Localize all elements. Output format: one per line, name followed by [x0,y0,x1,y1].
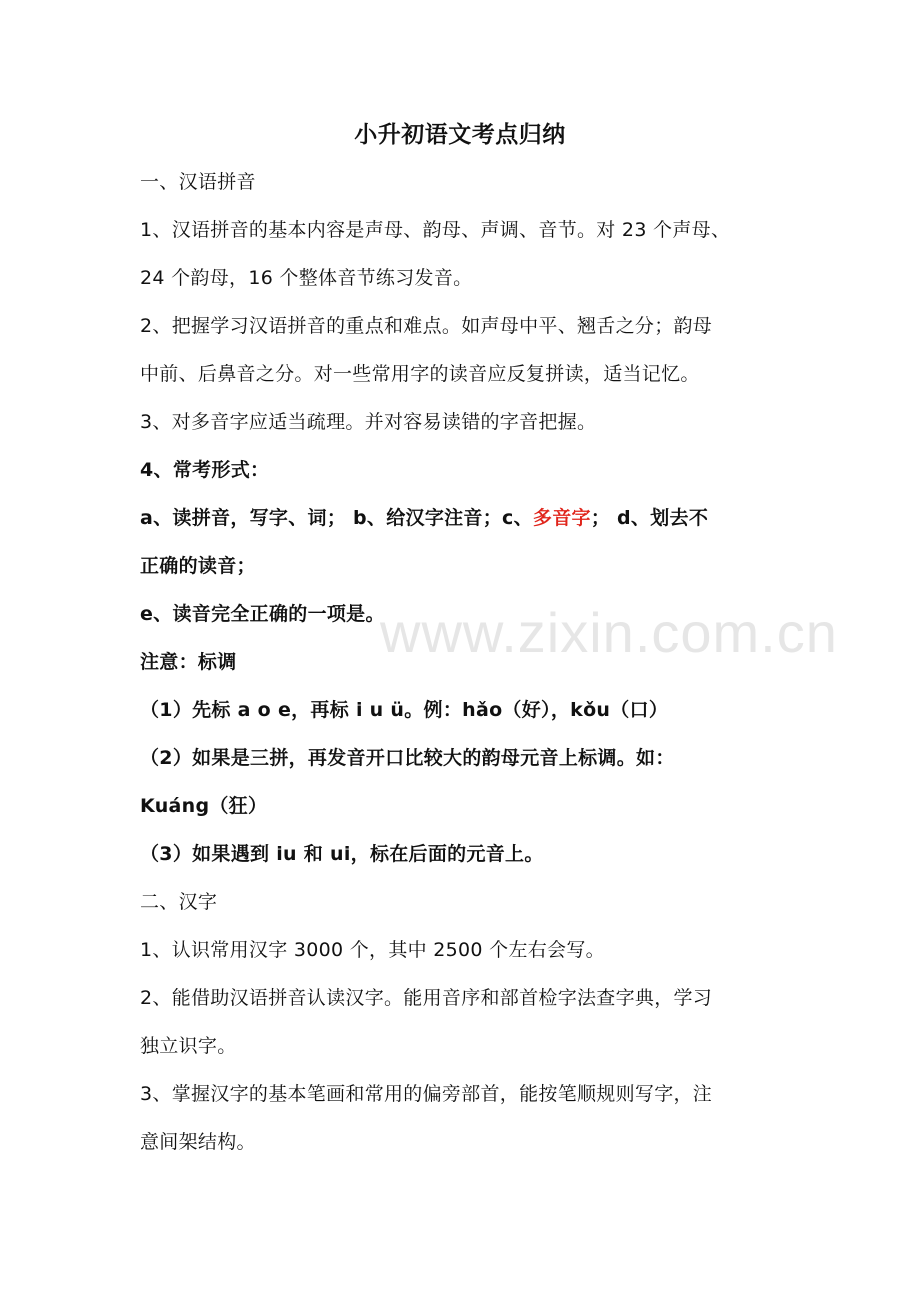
paragraph-line: 24 个韵母，16 个整体音节练习发音。 [140,267,473,289]
exam-forms-line: e、读音完全正确的一项是。 [140,603,385,625]
tone-rule-2-cont: Kuáng（狂） [140,795,268,817]
exam-forms-line [140,502,790,534]
exam-forms-text: ； d、划去不 [590,507,709,529]
subheading-exam-forms: 4、常考形式： [140,459,270,481]
highlight-polyphonic: 多音字 [532,507,591,529]
exam-forms-text: a、读拼音，写字、词； b、给汉字注音；c、 [140,507,533,529]
paragraph-line: 3、对多音字应适当疏理。并对容易读错的字音把握。 [140,411,597,433]
paragraph-line: 中前、后鼻音之分。对一些常用字的读音应反复拼读，适当记忆。 [140,363,700,385]
document-title: 小升初语文考点归纳 [354,122,566,148]
note-heading: 注意：标调 [140,651,237,673]
section-heading-pinyin: 一、汉语拼音 [140,171,256,193]
watermark: www.zixin.com.cn [380,601,838,664]
section-heading-characters: 二、汉字 [140,891,218,913]
exam-forms-line: 正确的读音； [140,555,256,577]
tone-rule-2: （2）如果是三拼，再发音开口比较大的韵母元音上标调。如： [140,747,675,769]
paragraph-line: 2、能借助汉语拼音认读汉字。能用音序和部首检字法查字典，学习 [140,987,713,1009]
paragraph-line: 1、汉语拼音的基本内容是声母、韵母、声调、音节。对 23 个声母、 [140,219,731,241]
paragraph-line: 2、把握学习汉语拼音的重点和难点。如声母中平、翘舌之分；韵母 [140,315,713,337]
paragraph-line: 意间架结构。 [140,1131,256,1153]
paragraph-line: 3、掌握汉字的基本笔画和常用的偏旁部首，能按笔顺规则写字，注 [140,1083,713,1105]
paragraph-line: 独立识字。 [140,1035,237,1057]
tone-rule-1: （1）先标 a o e，再标 i u ü。例：hǎo（好），kǒu（口） [140,699,669,721]
paragraph-line: 1、认识常用汉字 3000 个，其中 2500 个左右会写。 [140,939,605,961]
tone-rule-3: （3）如果遇到 iu 和 ui，标在后面的元音上。 [140,843,544,865]
